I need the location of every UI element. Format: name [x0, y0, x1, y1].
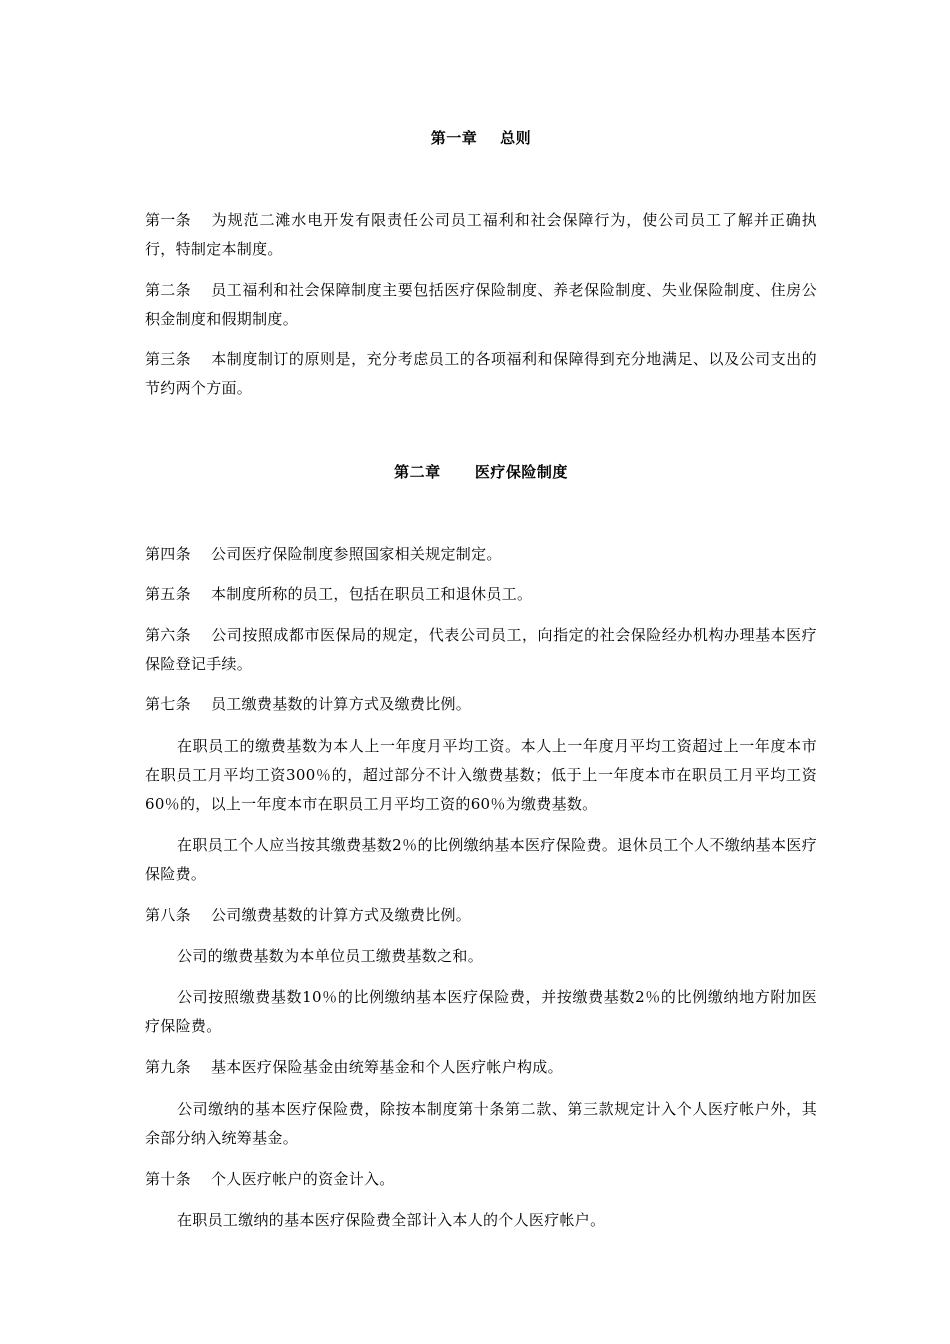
article-2 — [145, 276, 817, 334]
article-10 — [145, 1165, 817, 1194]
article-text: 为规范二滩水电开发有限责任公司员工福利和社会保障行为，使公司员工了解并正确执行，特制定本制度。 — [145, 211, 817, 258]
article-label: 第六条 — [145, 626, 191, 644]
article-5 — [145, 580, 817, 609]
article-text: 员工缴费基数的计算方式及缴费比例。 — [211, 695, 472, 713]
article-label: 第七条 — [145, 695, 191, 713]
article-label: 第一条 — [145, 211, 191, 229]
article-4 — [145, 540, 817, 569]
article-text: 本制度制订的原则是，充分考虑员工的各项福利和保障得到充分地满足、以及公司支出的节约两个方面。 — [145, 350, 817, 397]
article-8 — [145, 901, 817, 930]
article-1 — [145, 206, 817, 264]
article-text: 公司缴费基数的计算方式及缴费比例。 — [211, 906, 472, 924]
article-6 — [145, 621, 817, 679]
chapter-title: 第一章 总则 — [430, 129, 532, 147]
article-label: 第三条 — [145, 350, 191, 368]
article-label: 第八条 — [145, 906, 191, 924]
article-label: 第十条 — [145, 1170, 191, 1188]
article-label: 第四条 — [145, 545, 191, 563]
paragraph: 在职员工缴纳的基本医疗保险费全部计入本人的个人医疗帐户。 — [177, 1211, 606, 1229]
article-text: 个人医疗帐户的资金计入。 — [211, 1170, 395, 1188]
article-text: 公司医疗保险制度参照国家相关规定制定。 — [211, 545, 502, 563]
chapter-title: 第二章 医疗保险制度 — [394, 463, 568, 481]
article-7 — [145, 690, 817, 719]
article-text: 基本医疗保险基金由统筹基金和个人医疗帐户构成。 — [211, 1058, 563, 1076]
paragraph: 在职员工个人应当按其缴费基数2％的比例缴纳基本医疗保险费。退休员工个人不缴纳基本医疗保险费。 — [145, 836, 817, 883]
article-label: 第二条 — [145, 281, 191, 299]
article-text: 本制度所称的员工，包括在职员工和退休员工。 — [211, 585, 533, 603]
paragraph: 公司的缴费基数为本单位员工缴费基数之和。 — [177, 947, 484, 965]
paragraph: 公司按照缴费基数10％的比例缴纳基本医疗保险费，并按缴费基数2％的比例缴纳地方附加医疗保险费。 — [145, 988, 817, 1035]
article-9 — [145, 1053, 817, 1082]
article-text: 员工福利和社会保障制度主要包括医疗保险制度、养老保险制度、失业保险制度、住房公积金制度和假期制度。 — [145, 281, 817, 328]
article-label: 第五条 — [145, 585, 191, 603]
article-label: 第九条 — [145, 1058, 191, 1076]
paragraph: 公司缴纳的基本医疗保险费，除按本制度第十条第二款、第三款规定计入个人医疗帐户外，其余部分纳入统筹基金。 — [145, 1100, 817, 1147]
article-3 — [145, 345, 817, 403]
article-text: 公司按照成都市医保局的规定，代表公司员工，向指定的社会保险经办机构办理基本医疗保险登记手续。 — [145, 626, 817, 673]
paragraph: 在职员工的缴费基数为本人上一年度月平均工资。本人上一年度月平均工资超过上一年度本市在职员工月平均工资300％的，超过部分不计入缴费基数；低于上一年度本市在职员工月平均工资60％的，以上一年度本市在职员工月平均工资的60％为缴费基数。 — [145, 737, 817, 813]
